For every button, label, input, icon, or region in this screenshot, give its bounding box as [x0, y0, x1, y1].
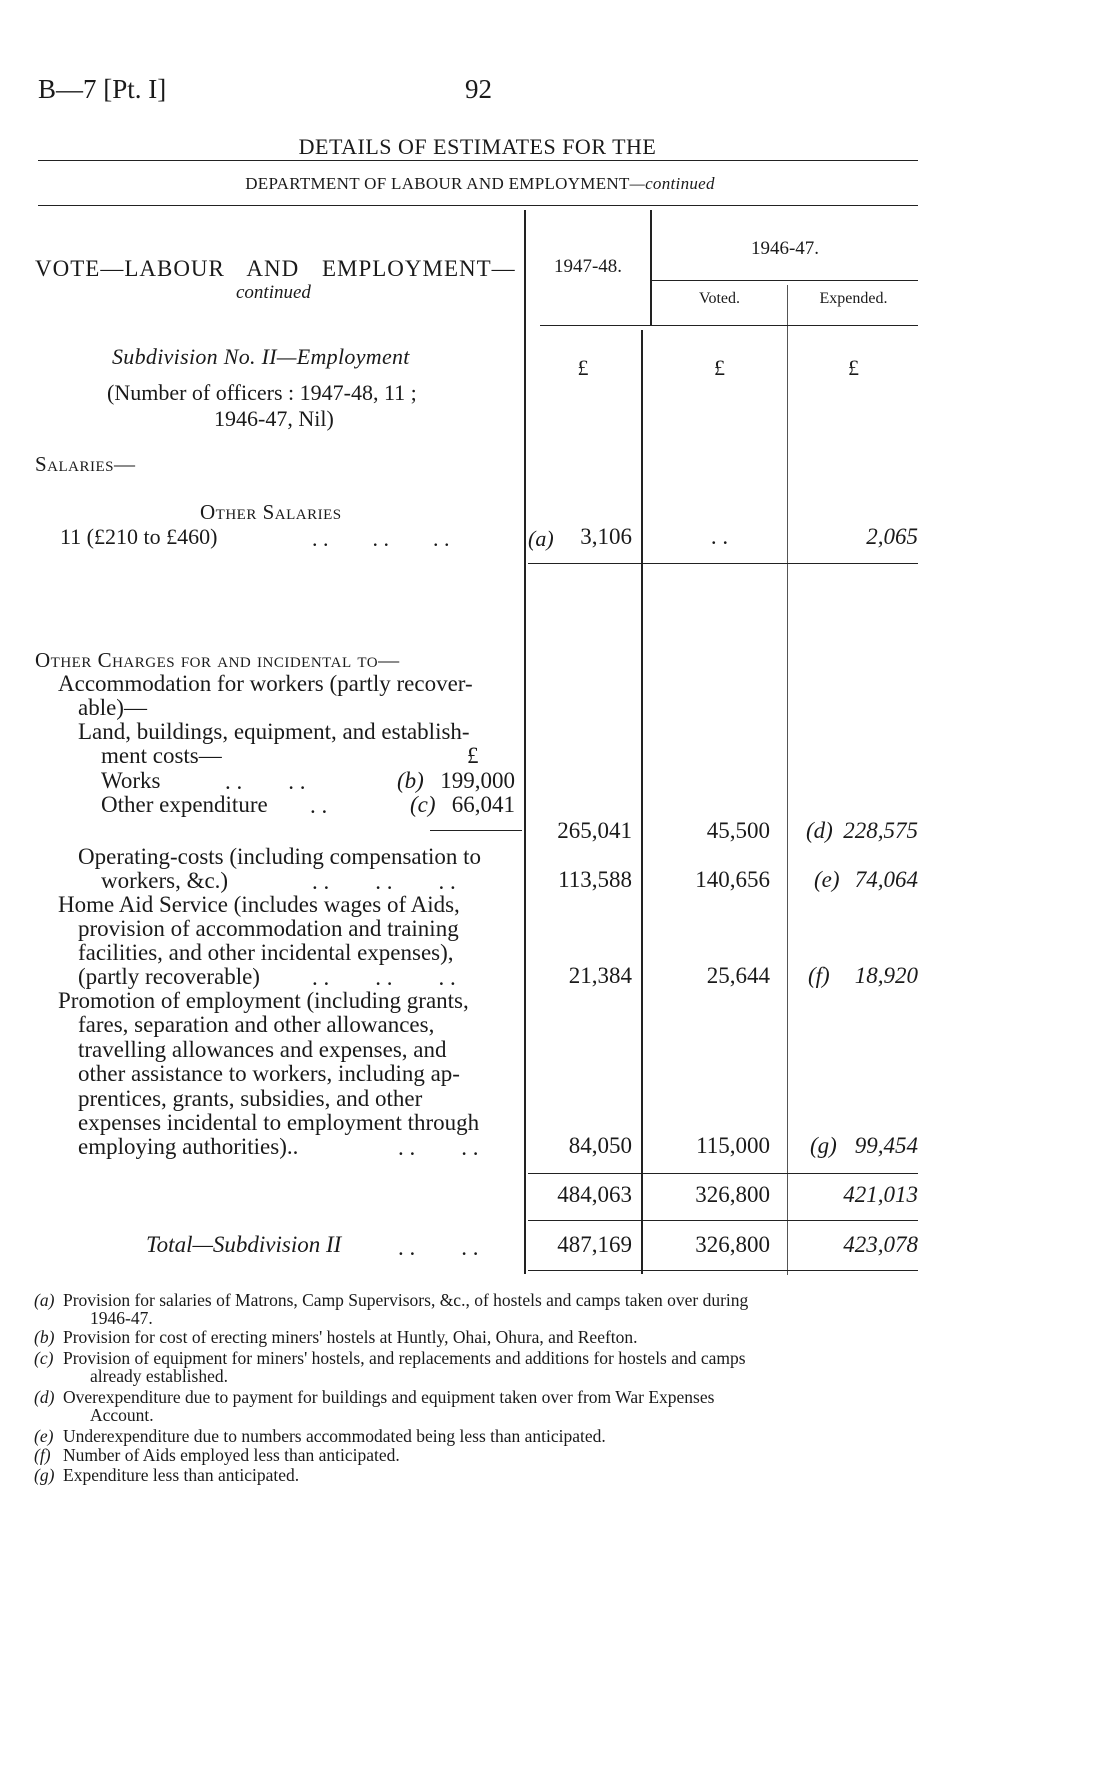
subtitle-rule — [38, 205, 918, 206]
home-aid-current: 21,384 — [568, 963, 632, 988]
other-expenditure-value: 66,041 — [451, 792, 515, 817]
operating-line-2: workers, &c.) — [101, 868, 229, 893]
salaries-expended: 2,065 — [866, 524, 918, 549]
promotion-line-1: Promotion of employment (including grants, — [58, 988, 469, 1013]
footnote-text-a-2: 1946-47. — [90, 1308, 153, 1328]
promotion-line-6: expenses incidental to employment through — [78, 1110, 480, 1135]
promotion-expended: 99,454 — [854, 1133, 918, 1158]
subtitle-continued: —continued — [629, 174, 715, 193]
home-aid-voted: 25,644 — [706, 963, 770, 988]
other-salaries-heading: Other Salaries — [200, 500, 342, 524]
promotion-voted: 115,000 — [696, 1133, 770, 1158]
works-value: 199,000 — [440, 768, 515, 793]
operating-line-1: Operating-costs (including compensation to — [78, 844, 482, 869]
title-rule — [38, 160, 918, 161]
footnote-mark-e: (e) — [34, 1426, 54, 1446]
vote-continued: continued — [236, 282, 311, 303]
promotion-line-3: travelling allowances and expenses, and — [78, 1037, 447, 1062]
footnote-text-f: Number of Aids employed less than anticipated. — [63, 1445, 400, 1465]
total-current: 487,169 — [557, 1232, 632, 1257]
home-aid-line-4: (partly recoverable) — [78, 964, 260, 989]
operating-note-e: (e) — [814, 867, 840, 892]
promotion-note-g: (g) — [810, 1133, 837, 1158]
footnote-text-b: Provision for cost of erecting miners' hostels at Huntly, Ohai, Ohura, and Reefton. — [63, 1327, 638, 1347]
salaries-note-a: (a) — [528, 526, 554, 551]
other-charges-heading: Other Charges for and incidental to— — [35, 648, 400, 672]
currency-expended: £ — [848, 355, 859, 380]
vote-title: VOTE—LABOUR AND EMPLOYMENT— — [35, 256, 516, 281]
footnote-text-e: Underexpenditure due to numbers accommodated being less than anticipated. — [63, 1426, 606, 1446]
home-aid-line-3: facilities, and other incidental expenses), — [78, 940, 454, 965]
home-aid-expended: 18,920 — [854, 963, 918, 988]
operating-dots: . . . . . . — [312, 869, 456, 894]
document-subtitle — [0, 174, 960, 194]
land-line-2: ment costs— — [101, 743, 222, 768]
other-expenditure-dots: . . — [310, 793, 328, 818]
salaries-row-dots: . . . . . . — [312, 526, 450, 551]
page-number: 92 — [465, 74, 492, 104]
promotion-line-5: prentices, grants, subsidies, and other — [78, 1086, 423, 1111]
subtotal-expended: 421,013 — [843, 1182, 918, 1207]
operating-current: 113,588 — [558, 867, 632, 892]
land-subtotal-rule — [430, 830, 522, 831]
subtotal-voted: 326,800 — [695, 1182, 770, 1207]
operating-voted: 140,656 — [695, 867, 770, 892]
salaries-heading: Salaries— — [35, 452, 136, 476]
home-aid-dots: . . . . . . — [312, 965, 456, 990]
land-pound: £ — [467, 743, 479, 768]
footnote-mark-f: (f) — [34, 1445, 51, 1465]
accommodation-line-2: able)— — [78, 695, 147, 720]
total-dots: . . . . — [398, 1235, 479, 1260]
subtotal-rule-bottom — [528, 1220, 918, 1221]
footnote-mark-c: (c) — [34, 1348, 54, 1368]
works-dots: . . . . — [225, 769, 306, 794]
works-label: Works — [101, 768, 161, 793]
salaries-current: 3,106 — [580, 524, 632, 549]
salaries-voted: . . — [710, 524, 729, 549]
land-line-1: Land, buildings, equipment, and establish- — [78, 719, 470, 744]
footnote-text-d: Overexpenditure due to payment for buildings and equipment taken over from War Expenses — [63, 1387, 715, 1407]
column-rule-voted — [787, 285, 788, 1275]
col-header-1947-48: 1947-48. — [553, 256, 623, 277]
accommodation-current: 265,041 — [557, 818, 632, 843]
col-header-1946-47: 1946-47. — [750, 238, 820, 259]
page-ref: B—7 [Pt. I] — [38, 74, 167, 104]
footnote-mark-d: (d) — [34, 1387, 55, 1407]
other-expenditure-label: Other expenditure — [101, 792, 268, 817]
other-expenditure-note-c: (c) — [410, 792, 436, 817]
subtotal-current: 484,063 — [557, 1182, 632, 1207]
accommodation-expended: 228,575 — [843, 818, 918, 843]
total-label: Total—Subdivision II — [146, 1232, 342, 1257]
footnote-text-g: Expenditure less than anticipated. — [63, 1465, 300, 1485]
home-aid-line-2: provision of accommodation and training — [78, 916, 459, 941]
promotion-current: 84,050 — [568, 1133, 632, 1158]
officers-line-1: (Number of officers : 1947-48, 11 ; — [107, 380, 417, 405]
footnote-text-a: Provision for salaries of Matrons, Camp Supervisors, &c., of hostels and camps taken over during — [63, 1290, 749, 1310]
promotion-line-2: fares, separation and other allowances, — [78, 1012, 435, 1037]
currency-voted: £ — [714, 355, 725, 380]
col-header-expended: Expended. — [819, 290, 888, 307]
salaries-row-label: 11 (£210 to £460) — [60, 524, 218, 549]
promotion-dots: . . . . — [398, 1135, 479, 1160]
footnote-text-c-2: already established. — [90, 1366, 229, 1386]
accommodation-note-d: (d) — [806, 818, 833, 843]
footnote-mark-g: (g) — [34, 1465, 55, 1485]
footnote-mark-b: (b) — [34, 1327, 55, 1347]
document-title: DETAILS OF ESTIMATES FOR THE — [298, 134, 657, 159]
salaries-rule — [528, 563, 918, 564]
accommodation-voted: 45,500 — [706, 818, 770, 843]
works-note-b: (b) — [397, 768, 424, 793]
column-rule-current-body — [641, 330, 643, 1274]
footnote-mark-a: (a) — [34, 1290, 55, 1310]
footnote-text-d-2: Account. — [90, 1405, 154, 1425]
promotion-line-7: employing authorities).. — [78, 1134, 299, 1159]
home-aid-line-1: Home Aid Service (includes wages of Aids, — [58, 892, 460, 917]
footnote-text-c: Provision of equipment for miners' hostels, and replacements and additions for hostels and camps — [63, 1348, 746, 1368]
promotion-line-4: other assistance to workers, including ap- — [78, 1061, 460, 1086]
currency-1947-48: £ — [577, 355, 589, 380]
subdivision-title: Subdivision No. II—Employment — [112, 344, 410, 369]
col-header-voted: Voted. — [698, 290, 741, 307]
subtotal-rule-top — [528, 1173, 918, 1174]
total-expended: 423,078 — [843, 1232, 918, 1257]
subtitle-main: DEPARTMENT OF LABOUR AND EMPLOYMENT — [245, 174, 630, 193]
officers-line-2: 1946-47, Nil) — [214, 406, 334, 431]
header-rule — [540, 325, 918, 326]
total-voted: 326,800 — [695, 1232, 770, 1257]
accommodation-line-1: Accommodation for workers (partly recover- — [58, 671, 473, 696]
home-aid-note-f: (f) — [808, 963, 830, 988]
year-rule — [652, 280, 918, 281]
operating-expended: 74,064 — [854, 867, 918, 892]
total-rule — [528, 1270, 918, 1271]
column-rule-label — [524, 210, 526, 1274]
